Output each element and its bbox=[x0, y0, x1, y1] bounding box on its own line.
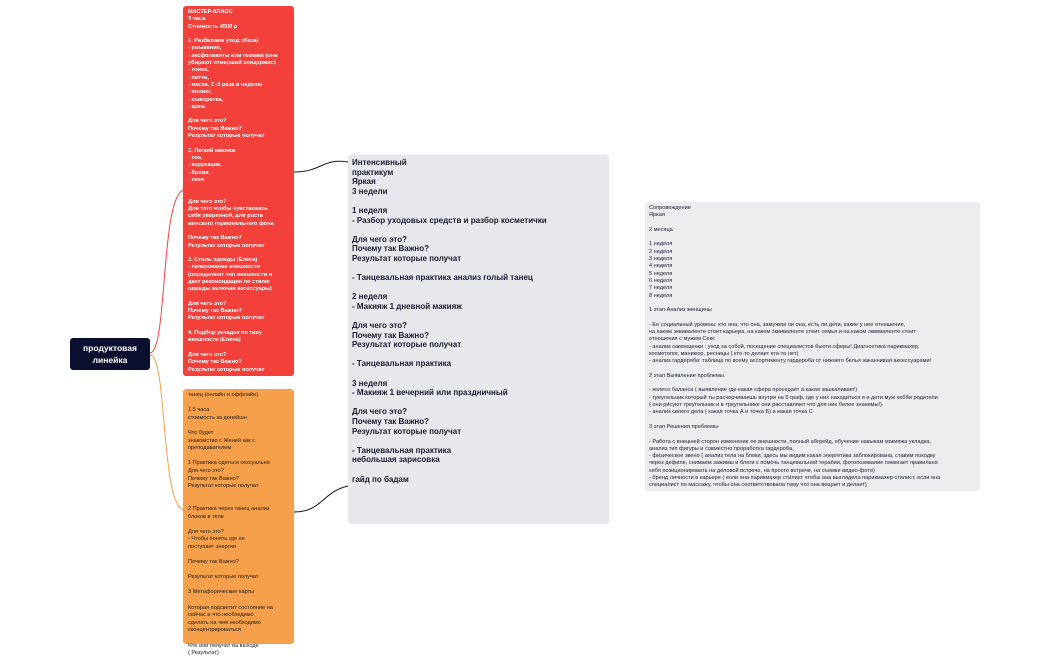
connector-root-to-masterclass bbox=[150, 190, 185, 353]
intensive-practicum-card[interactable]: Интенсивный практикум Яркая 3 недели 1 неделя - Разбор уходовых средств и разбор косметички Для чего это? Почему так Важно? Результат которые получат - Танцевальная практика анализ голый танец 2 неделя - Макияж 1 дневной макияж Для чего это? Почему так Важно? Результат которые получат - Танцевальная практика 3 неделя - Макияж 1 вечерний или праздничный Для чего это? Почему так Важно? Результат которые получат - Танцевальная практика небольшая зарисовка гайд по бадам bbox=[348, 155, 609, 524]
root-node-product-line[interactable]: продуктовая линейка bbox=[70, 338, 150, 370]
connector-root-to-dance bbox=[150, 355, 185, 510]
support-card[interactable]: Сопровождение Яркая 2 месяца 1 неделя 2 неделя 3 неделя 4 неделя 5 неделя 6 неделя 7 неделя 8 неделя 1 этап Анализ женщины - Ее социальный уровень: кто она, что она, замужем ли она, есть ли дети, какие у нее отношения, на каком эквиваленте стоит карьера, на каком эквиваленте стоит семья и на каком эквиваленте стоит отношения с мужем Секс - анализ самооценки : уход за собой, посещение специалистов бьюти сферы! Диагностика парикмахер, косметолог, маникюр, ресницы ( кто-то делает кто-то нет) - анализ гардероба: таблица по всему ассортименту гардероба от нижнего белья заканчивая аксессуарами! 2 этап Выявление проблемы - колесо баланса ( выявление где какая сфера проседает а какая зашкаливает) - треугольник который ты расчерчиваешь внутри на 5 граф, где у них находиться я и дети муж хобби родители ( они рисуют треугольник и в треугольнике они расставляют что для них более значимы!) - анализ своего дела ( какая точка А и точка Б) и какая точка С 3 этап Решения проблемы - Работа с внешней сторон изменение ее внешности, полный абгрейд, обучение навыкам макияжа укладка, анализ тип фигуры и совместно проработка гардероба, - физическое звено ( анализ тела на блоки, здесь мы видим какая энергетика заблокирована, ставим походку через дефиле, снимаем зажимы и блоги с помочь танцевальной терапии, фотопозование помогает правильно себя позиционировать на деловой встрече, на просто встрече, на съемке видео-фото) - бренд личности в карьере ( если она парикмахер стилист чтобы она выглядела парикмахер стилист, если она специалист по массажу, чтобы она соответствовала тому что она вещает и делает) bbox=[645, 202, 980, 491]
masterclass-card[interactable]: МАСТЕР-КЛАСС 3 часа Стоимость 4500 р 1. Разбираем уход: (база) - умывание, - эксфолианты или гоммаж (они убирают отмерший эпидермис) - тоник, - патчи, - маска, 2 -3 раза в неделю - пилинг, - сыворотка, - крем. Для чего это? Почему так Важно? Результат которые получат 2. Легкий макияж - тон, - коррекция, - брови, - тени Для чего это? Для того чтобы чувствовать себя уверенной, для роста женского гормонального фона Почему так Важно? Результат которые получат 3. Стиль одежды (Елена) - типирование внешности (определяют тип внешности и дает рекомендации по стилю одежды включая аксессуары) Для чего это? Почему так Важно? Результат которые получат 4. Подбор укладок по типу внешности (Елена) Для чего это? Почему так Важно? Результат которые получат bbox=[183, 6, 294, 376]
dance-card[interactable]: танец (онлайн и оффлайн) 1.5 часа стоимость за донейшн Что будет знакомство с Женей как с преподавателем 1 Практика одеться сексуально Для чего это? Почему так Важно? Результат которые получат 2 Практика через танец анализ блоков в теле Для чего это? - Чтобы понять где не поступает энергия Почему так Важно? Результат которые получат 3 Метафорические карты Которая подсветит состояние на сейчас и что необходимо сделать на чем необходимо сконцентрироваться Что они получат на выходе ( Результат) bbox=[183, 389, 294, 644]
connector-masterclass-to-intensive bbox=[294, 161, 348, 172]
connector-dance-to-intensive bbox=[294, 486, 348, 512]
